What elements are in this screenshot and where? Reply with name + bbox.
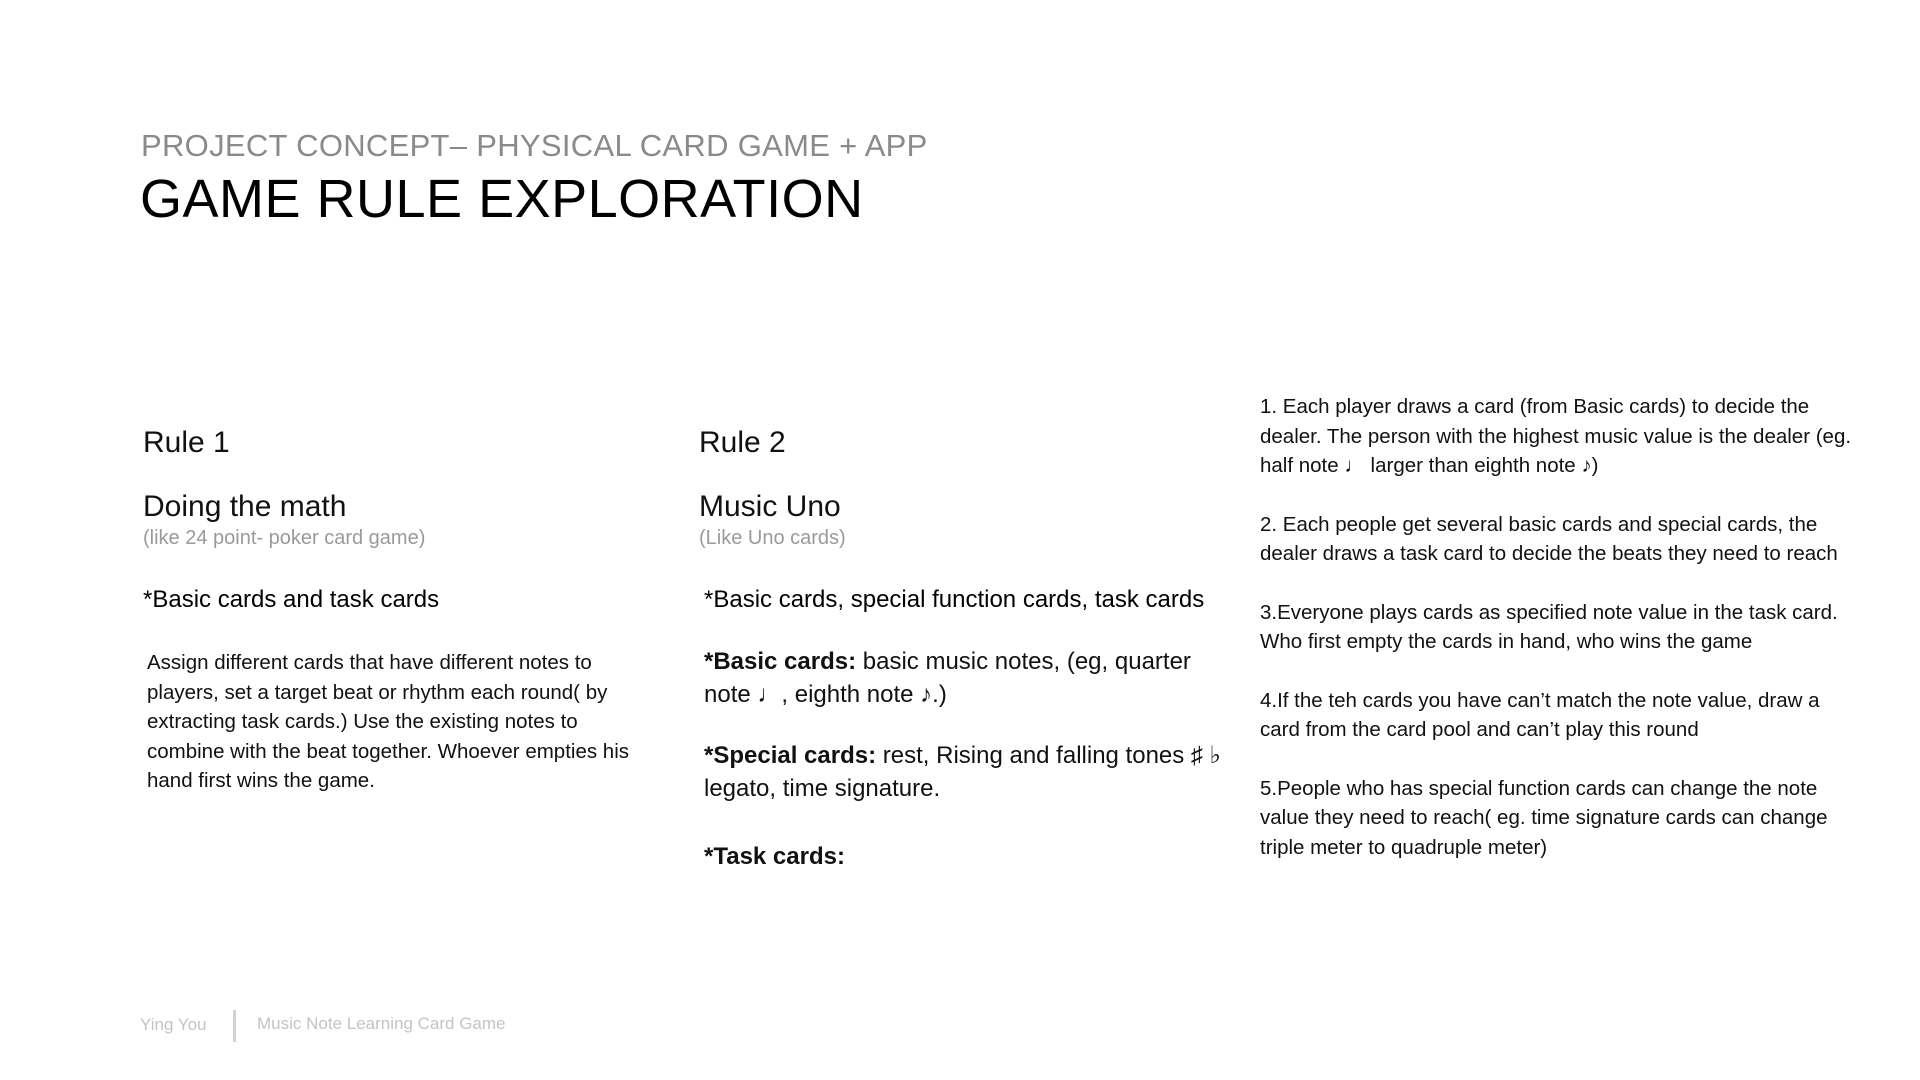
rule2-basic-cards bbox=[704, 645, 1234, 711]
rule2-basic-text: basic music notes, (eg, quarter note ♩, eighth note ♪.) bbox=[704, 648, 1191, 708]
step-item: 4.If the teh cards you have can’t match the note value, draw a card from the card pool and can’t play this round bbox=[1260, 688, 1820, 741]
page-title: GAME RULE EXPLORATION bbox=[140, 169, 864, 229]
rule2-name: Music Uno bbox=[699, 490, 841, 523]
rule2-heading: *Basic cards, special function cards, task cards bbox=[704, 586, 1205, 613]
rule2-special-cards bbox=[704, 739, 1234, 805]
rule2-task-label: *Task cards: bbox=[704, 843, 845, 870]
game-steps bbox=[1260, 392, 1860, 891]
step-item: 3.Everyone plays cards as specified note value in the task card. Who first empty the cards in hand, who wins the game bbox=[1260, 600, 1838, 653]
rule1-description: Assign different cards that have different notes to players, set a target beat or rhythm each round( by extracting task cards.) Use the existing notes to combine with the beat together. Whoever empties his hand first wins the game. bbox=[147, 651, 630, 792]
rule2-special-text: rest, Rising and falling tones ♯ ♭ legato, time signature. bbox=[704, 742, 1221, 802]
footer-author: Ying You bbox=[140, 1015, 207, 1034]
rule2-label: Rule 2 bbox=[699, 426, 786, 459]
rule2-task-cards bbox=[704, 840, 1234, 873]
rule1-heading: *Basic cards and task cards bbox=[143, 586, 440, 613]
rule2-special-label: *Special cards: bbox=[704, 742, 877, 769]
step-item: 2. Each people get several basic cards and special cards, the dealer draws a task card to decide the beats they need to reach bbox=[1260, 512, 1838, 565]
step-item: 1. Each player draws a card (from Basic cards) to decide the dealer. The person with the highest music value is the dealer (eg. half note ♩ larger than eighth note ♪) bbox=[1260, 395, 1852, 477]
rule1-name: Doing the math bbox=[143, 490, 347, 523]
rule1-note: (like 24 point- poker card game) bbox=[143, 527, 426, 549]
rule1-label: Rule 1 bbox=[143, 426, 230, 459]
page-subtitle: PROJECT CONCEPT– PHYSICAL CARD GAME + APP bbox=[141, 128, 928, 163]
footer-divider bbox=[233, 1010, 236, 1042]
rule2-basic-label: *Basic cards: bbox=[704, 648, 857, 675]
step-item: 5.People who has special function cards can change the note value they need to reach( eg. time signature cards can change triple meter to quadruple meter) bbox=[1260, 776, 1828, 859]
footer-project-name: Music Note Learning Card Game bbox=[257, 1014, 506, 1033]
rule2-note: (Like Uno cards) bbox=[699, 527, 846, 549]
